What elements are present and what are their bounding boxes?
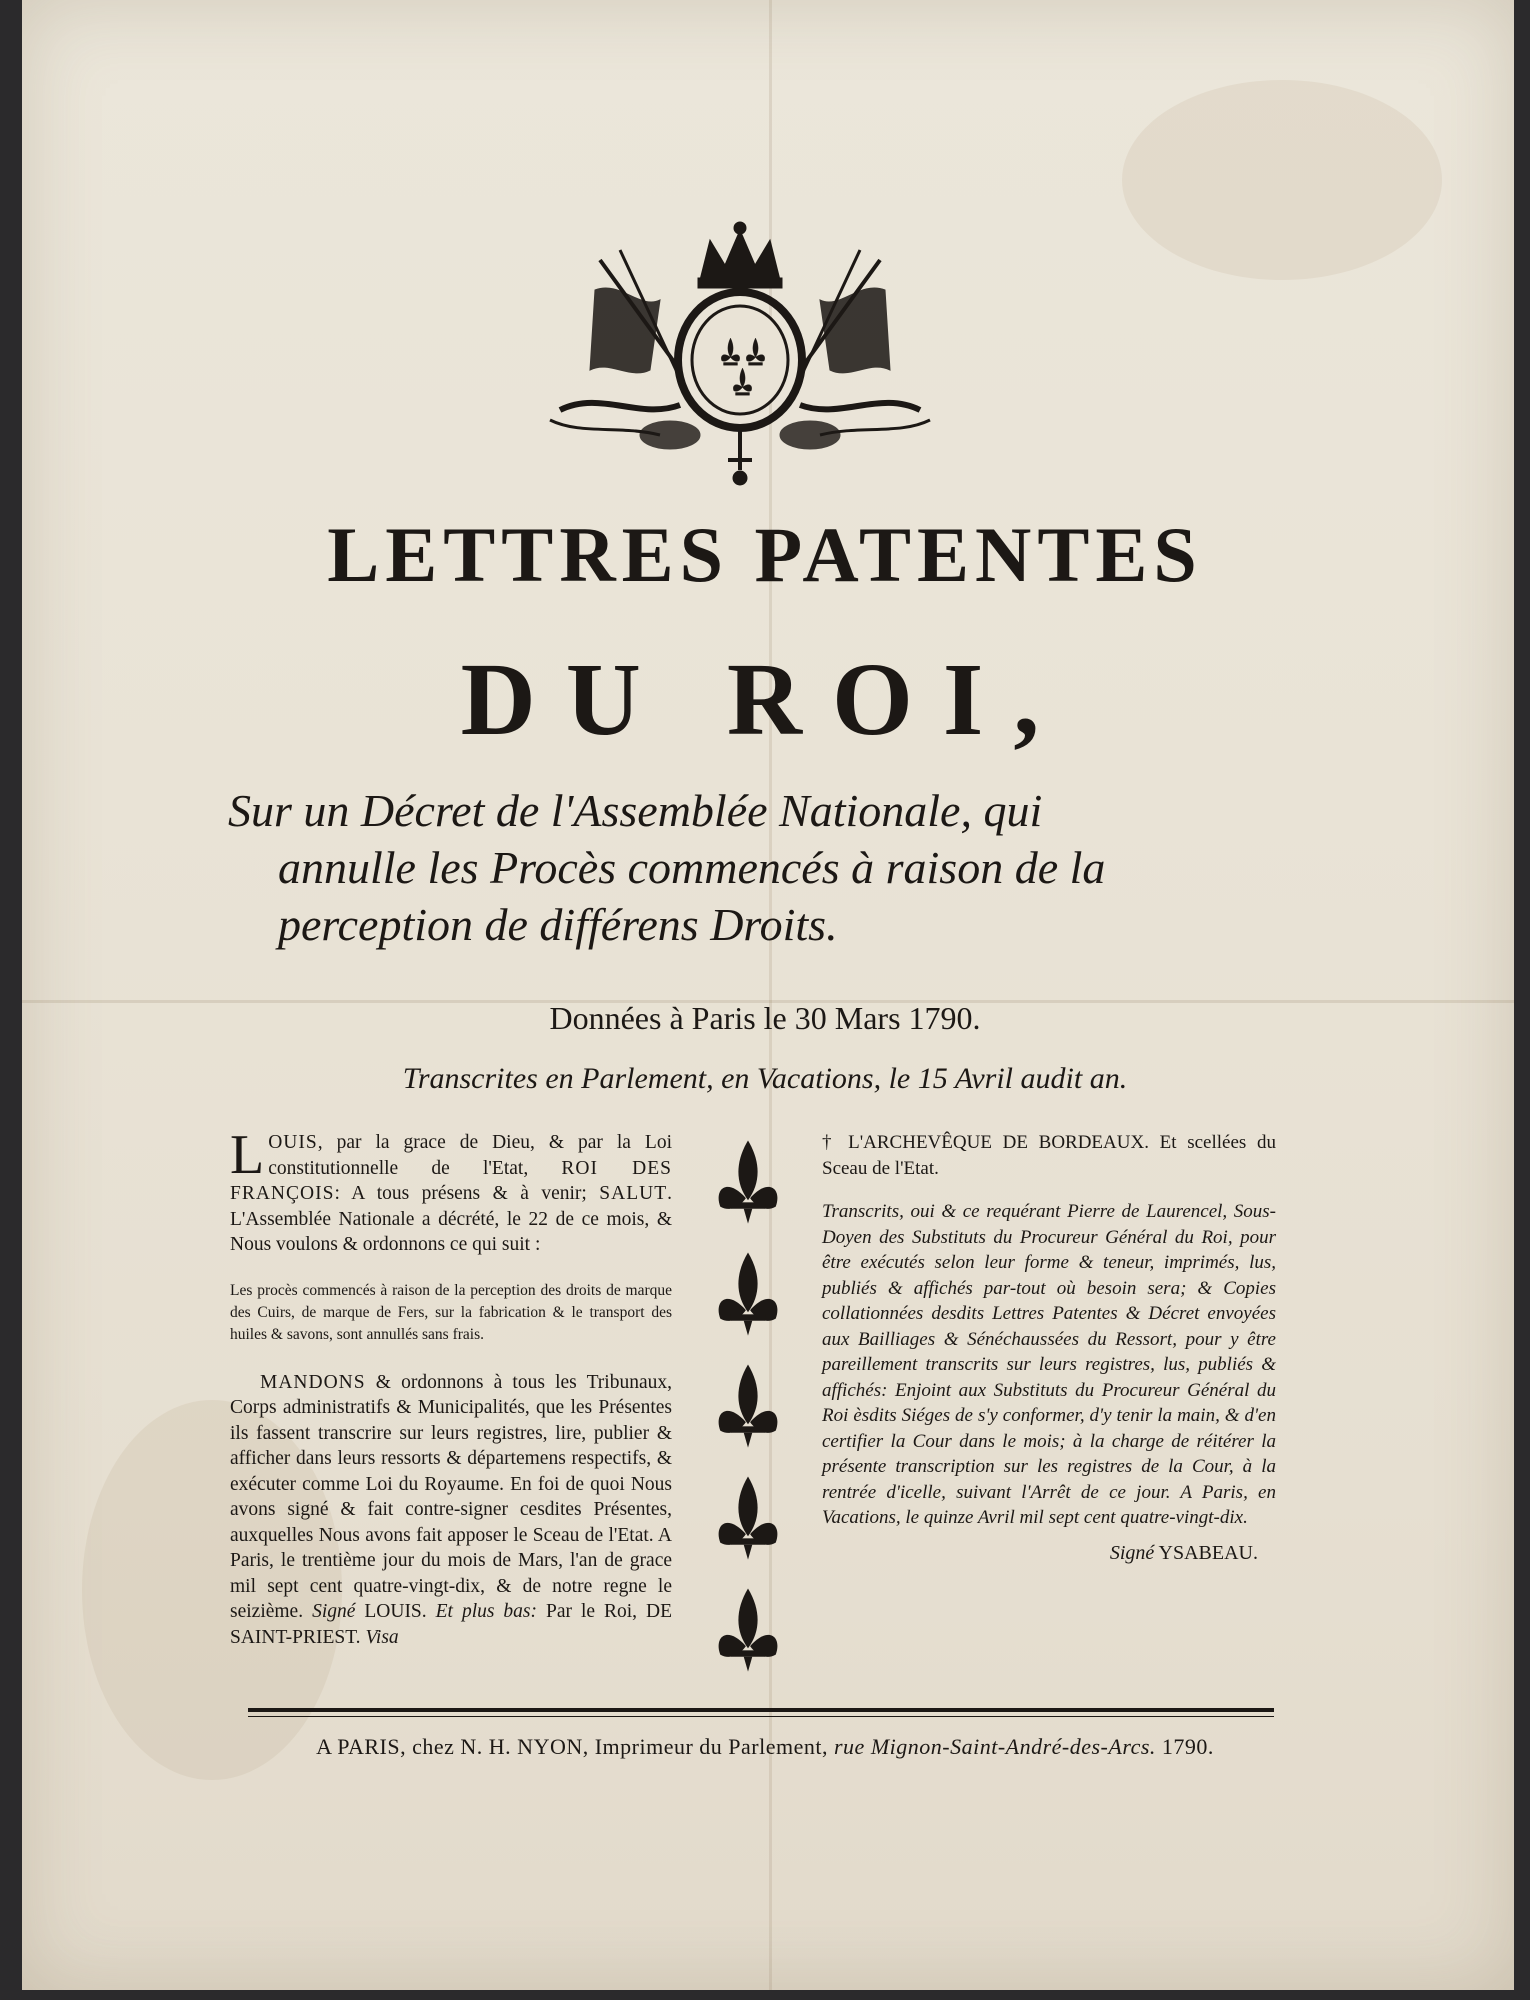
title-du-roi: DU ROI,	[460, 642, 1070, 757]
ysabeau-signature	[822, 1541, 1276, 1567]
subtitle-line: perception de différens Droits.	[278, 899, 838, 950]
fleur-de-lis-icon	[716, 1138, 780, 1224]
visa-italic: Visa	[365, 1626, 399, 1648]
louis-signature: LOUIS.	[355, 1601, 427, 1622]
subtitle-line: annulle les Procès commencés à raison de la	[278, 842, 1106, 893]
imprint-year: 1790.	[1155, 1734, 1214, 1759]
intro-text: . L'Assemblée Nationale a décrété, le 22 de ce mois, & Nous voulons & ordonnons ce qui suit :	[230, 1183, 672, 1255]
decree-article: Les procès commencés à raison de la perception des droits de marque des Cuirs, de marque de Fers, sur la fabrication & le transport des huiles & savons, sont annullés sans frais.	[230, 1281, 672, 1343]
signer-name: YSABEAU.	[1154, 1541, 1258, 1564]
king-title: ROI DES FRANÇOIS	[230, 1157, 673, 1204]
imprint-address: rue Mignon-Saint-André-des-Arcs.	[834, 1734, 1156, 1759]
signe-italic: Signé	[312, 1601, 356, 1622]
fleur-de-lis-icon	[716, 1586, 780, 1672]
countersignature: Par le Roi, DE SAINT-PRIEST.	[230, 1601, 673, 1648]
intro-text: , par la grace de Dieu, & par la Loi constitutionnelle de l'Etat,	[268, 1132, 672, 1179]
transcription-paragraph: Transcrits, oui & ce requérant Pierre de Laurencel, Sous-Doyen des Substituts du Procureur Général du Roi, pour être exécutés selon leur forme & teneur, imprimés, lus, publiés & affichés par-tout où besoin sera; & Copies collationnées desdits Lettres Patentes & Décret envoyées aux Bailliages & Sénéchaussées du Ressort, pour y être pareillement transcrits sur leurs registres, lus, publiés & affichés: Enjoint aux Substituts du Procureur Général du Roi èsdits Siéges de s'y conformer, d'y tenir la main, & d'en certifier la Cour dans le mois; à la charge de réitérer la présente transcription sur les registres de la Cour, à la rentrée d'icelle, suivant l'Arrêt de ce jour. A Paris, en Vacations, le quinze Avril mil sept cent quatre-vingt-dix.	[822, 1201, 1276, 1528]
intro-caps: OUIS	[268, 1132, 318, 1153]
plus-bas-italic: Et plus bas:	[435, 1601, 538, 1622]
intro-text: : A tous présens & à venir;	[334, 1183, 600, 1204]
fleur-de-lis-icon	[716, 1362, 780, 1448]
mandons-paragraph	[230, 1370, 672, 1651]
drop-cap: L	[230, 1124, 265, 1186]
crown-shield-icon	[540, 220, 940, 490]
printer-imprint	[0, 1734, 1530, 1760]
title-lettres-patentes: LETTRES PATENTES	[327, 511, 1203, 598]
royal-coat-of-arms	[540, 220, 940, 490]
left-column-text	[230, 1124, 673, 1650]
mandons-caps: MANDONS	[260, 1371, 366, 1393]
fleur-de-lis-icon	[716, 1250, 780, 1336]
imprint-main: A PARIS, chez N. H. NYON, Imprimeur du Parlement,	[316, 1734, 834, 1759]
paper-stain	[1122, 80, 1442, 280]
mandons-body: & ordonnons à tous les Tribunaux, Corps administratifs & Municipalités, que les Présentes ils fassent transcrire sur leurs registres, lire, publier & afficher dans leurs ressorts & départemens respectifs, & exécuter comme Loi du Royaume. En foi de quoi Nous avons signé & fait contre-signer cesdites Présentes, auxquelles Nous avons fait apposer le Sceau de l'Etat. A Paris, le trentième jour du mois de Mars, l'an de grace mil sept cent quatre-vingt-dix, & de notre regne le seizième.	[230, 1371, 672, 1622]
salut: SALUT	[599, 1183, 668, 1204]
transcription-line: Transcrites en Parlement, en Vacations, le 15 Avril audit an.	[402, 1062, 1128, 1095]
footer-rule	[248, 1708, 1274, 1712]
subtitle	[228, 782, 1288, 953]
signe-italic: Signé	[1109, 1541, 1155, 1564]
right-column-text	[822, 1130, 1276, 1566]
fleur-de-lis-icon	[716, 1474, 780, 1560]
subtitle-line: Sur un Décret de l'Assemblée Nationale, qui	[228, 785, 1043, 836]
preamble-paragraph	[230, 1124, 673, 1258]
footer-rule-thin	[248, 1716, 1274, 1717]
fleur-de-lis-divider	[708, 1130, 788, 1690]
date-line: Données à Paris le 30 Mars 1790.	[549, 1000, 981, 1036]
archeveque-paragraph: † L'ARCHEVÊQUE DE BORDEAUX. Et scellées du Sceau de l'Etat.	[822, 1132, 1276, 1179]
